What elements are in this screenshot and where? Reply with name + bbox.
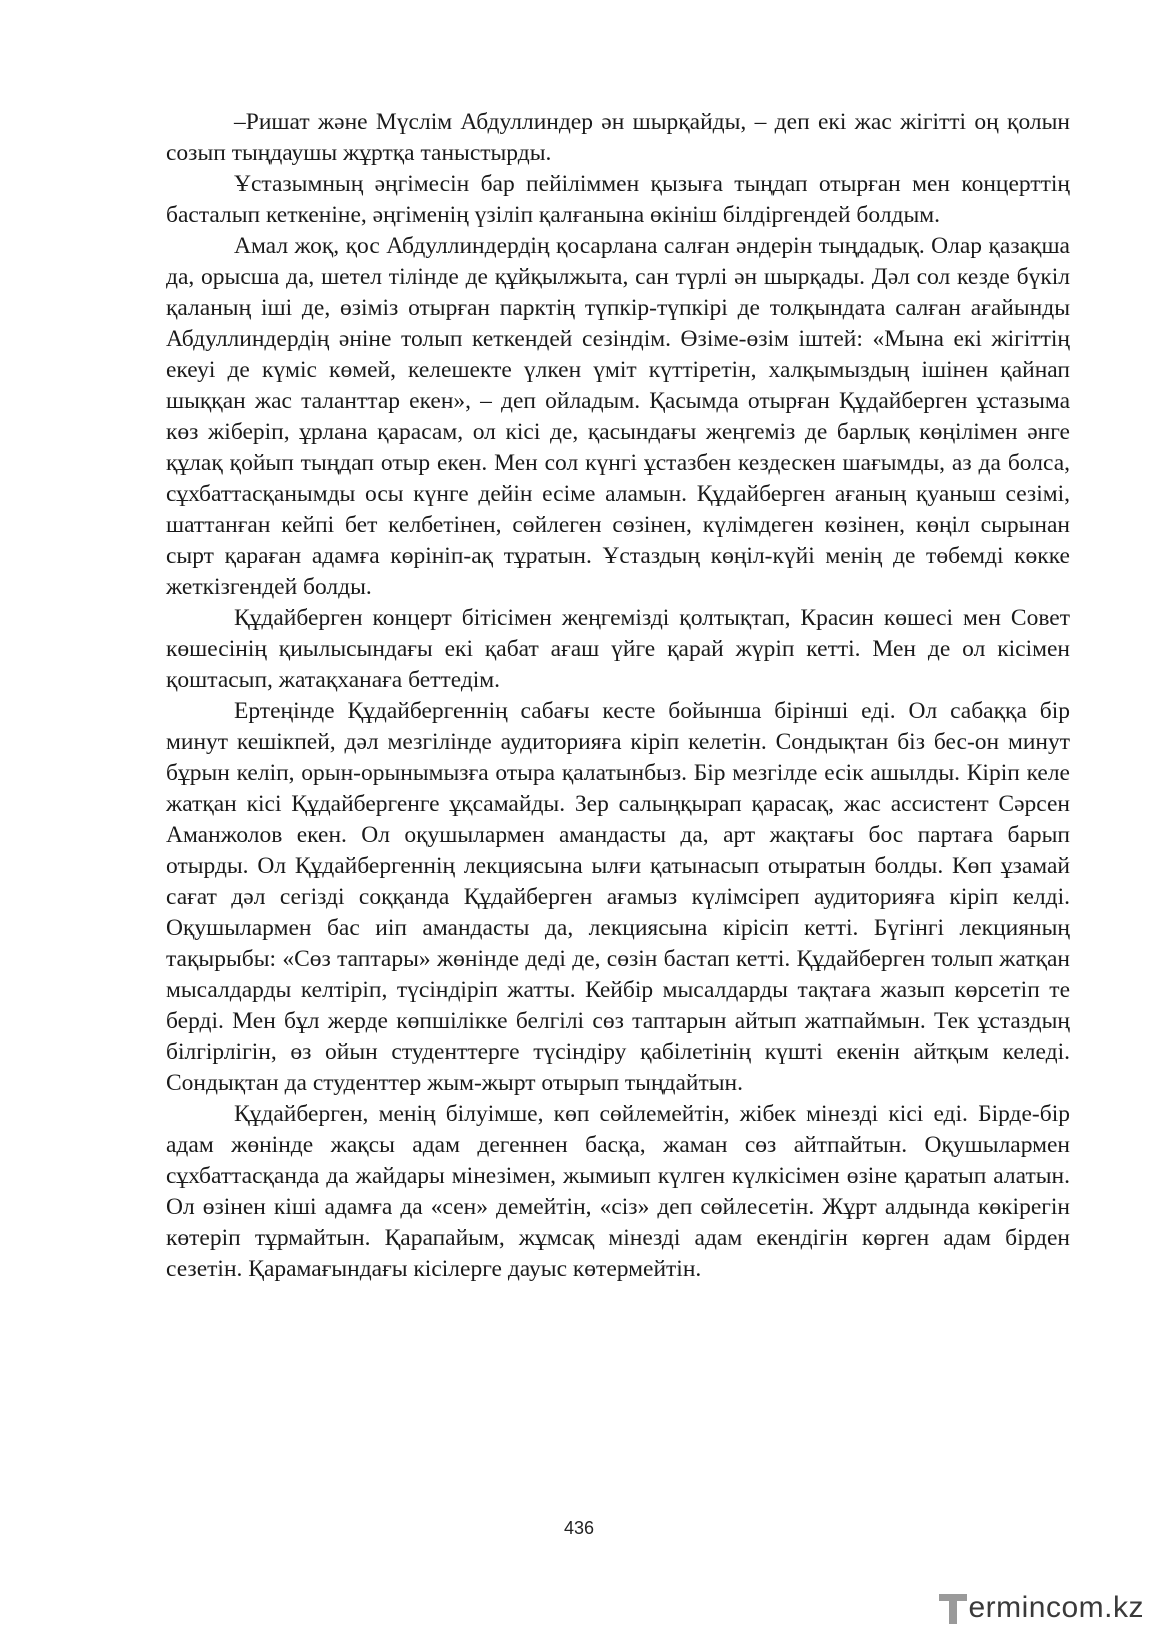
page-number: 436 [563, 1518, 595, 1538]
page-body [166, 107, 1070, 1285]
paragraph-4: Құдайберген концерт бітісімен жеңгемізді қолтықтап, Красин көшесі мен Совет көшесінің қиылысындағы екі қабат ағаш үйге қарай жүріп кетті. Мен де ол кісімен қоштасып, жатақханаға беттедім. [166, 605, 1070, 693]
watermark-text: ermincom.kz [968, 1591, 1144, 1624]
paragraph-1: –Ришат және Мүслім Абдуллиндер ән шырқайды, – деп екі жас жігітті оң қолын созып тыңдаушы жұртқа таныстырды. [166, 109, 1070, 166]
paragraph-2: Ұстазымның әңгімесін бар пейіліммен қызыға тыңдап отырған мен концерттің басталып кеткеніне, әңгіменің үзіліп қалғанына өкініш білдіргендей болдым. [166, 171, 1070, 228]
paragraph-5: Ертеңінде Құдайбергеннің сабағы кесте бойынша бірінші еді. Ол сабаққа бір минут кешікпей, дәл мезгілінде аудиторияға кіріп келетін. Сондықтан біз бес-он минут бұрын келіп, орын-орынымызға отыра қалатынбыз. Бір мезгілде есік ашылды. Кіріп келе жатқан кісі Құдайбергенге ұқсамайды. Зер салыңқырап қарасақ, жас ассистент Сәрсен Аманжолов екен. Ол оқушылармен амандасты да, арт жақтағы бос партаға барып отырды. Ол Құдайбергеннің лекциясына ылғи қатынасып отыратын болды. Көп ұзамай сағат дәл сегізді соққанда Құдайберген ағамыз күлімсіреп аудиторияға кіріп келді. Оқушылармен бас иіп амандасты да, лекциясына кірісіп кетті. Бүгінгі лекцияның тақырыбы: «Сөз таптары» жөнінде деді де, сөзін бастап кетті. Құдайберген толып жатқан мысалдарды келтіріп, түсіндіріп жатты. Кейбір мысалдарды тақтаға жазып көрсетіп те берді. Мен бұл жерде көпшілікке белгілі сөз таптарын айтып жатпаймын. Тек ұстаздың білгірлігін, өз ойын студенттерге түсіндіру қабілетінің күшті екенін айтқым келеді. Сондықтан да студенттер жым-жырт отырып тыңдайтын. [166, 698, 1070, 1096]
paragraph-3: Амал жоқ, қос Абдуллиндердің қосарлана салған әндерін тыңдадық. Олар қазақша да, орысша да, шетел тілінде де құйқылжыта, сан түрлі ән шырқады. Дәл сол кезде бүкіл қаланың іші де, өзіміз отырған парктің түпкір-түпкірі де толқындата салған ағайынды Абдуллиндердің әніне толып кеткендей сезіндім. Өзіме-өзім іштей: «Мына екі жігіттің екеуі де күміс көмей, келешекте үлкен үміт күттіретін, халқымыздың ішінен қайнап шыққан жас таланттар екен», – деп ойладым. Қасымда отырған Құдайберген ұстазыма көз жіберіп, ұрлана қарасам, ол кісі де, қасындағы жеңгеміз де барлық көңілімен әнге құлақ қойып тыңдап отыр екен. Мен сол күнгі ұстазбен кездескен шағымды, аз да болса, сұхбаттасқанымды осы күнге дейін есіме аламын. Құдайберген ағаның қуаныш сезімі, шаттанған кейпі бет келбетінен, сөйлеген сөзінен, күлімдеген көзінен, көңіл сырынан сырт қараған адамға көрініп-ақ тұратын. Ұстаздың көңіл-күйі менің де төбемді көкке жеткізгендей болды. [166, 233, 1070, 600]
t-letter-mark-icon [939, 1592, 967, 1624]
paragraph-6: Құдайберген, менің білуімше, көп сөйлемейтін, жібек мінезді кісі еді. Бірде-бір адам жөнінде жақсы адам дегеннен басқа, жаман сөз айтпайтын. Оқушылармен сұхбаттасқанда да жайдары мінезімен, жымиып күлген күлкісімен өзіне қаратып алатын. Ол өзінен кіші адамға да «сен» демейтін, «сіз» деп сөйлесетін. Жұрт алдында көкірегін көтеріп тұрмайтын. Қарапайым, жұмсақ мінезді адам екендігін көрген адам бірден сезетін. Қарамағындағы кісілерге дауыс көтермейтін. [166, 1101, 1070, 1282]
site-watermark [939, 1590, 1144, 1626]
